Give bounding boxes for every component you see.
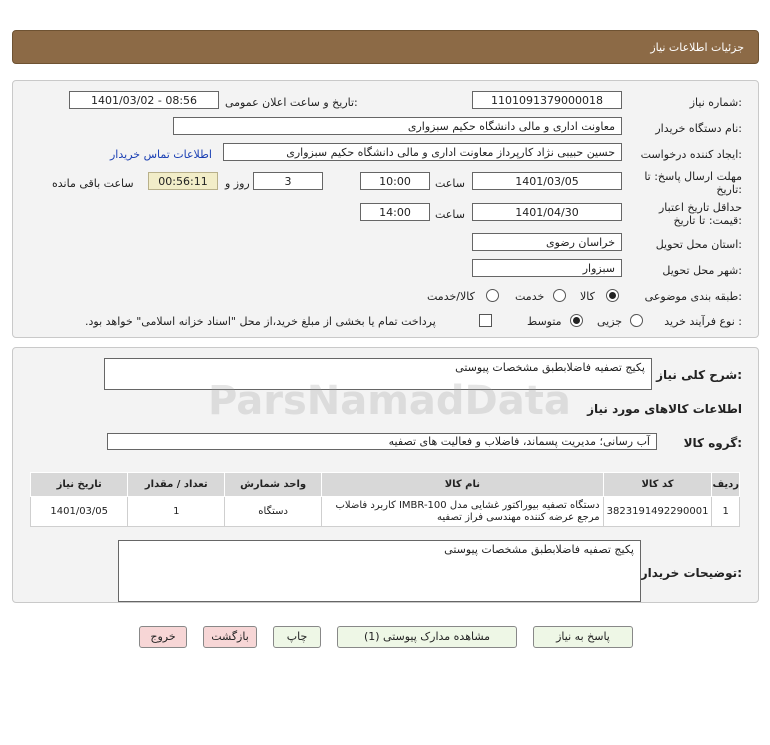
summary-field: پکیج تصفیه فاضلابطبق مشخصات پیوستی <box>104 358 652 390</box>
goods-table-header <box>31 473 740 497</box>
col-row: ردیف <box>712 473 740 497</box>
category-service-radio[interactable] <box>553 289 566 302</box>
back-button[interactable]: بازگشت <box>203 626 257 648</box>
need-number-label: شماره نیاز: <box>689 96 742 109</box>
category-goods-service-radio[interactable] <box>486 289 499 302</box>
deadline-label: مهلت ارسال پاسخ: تا <box>644 170 742 183</box>
validity-date-field: 1401/04/30 <box>472 203 622 221</box>
validity-label: حداقل تاریخ اعتبار <box>658 201 742 214</box>
goods-group-field: آب رسانی؛ مدیریت پسماند، فاضلاب و فعالیت های تصفیه <box>107 433 657 450</box>
cell-name: دستگاه تصفیه بیوراکتور غشایی مدل IMBR-100 کاربرد فاضلاب مرجع عرضه کننده مهندسی فراز تصفیه <box>322 497 604 527</box>
province-label: استان محل تحویل: <box>655 238 742 251</box>
category-goods-label: کالا <box>580 290 595 303</box>
category-service-label: خدمت <box>515 290 545 303</box>
reply-button[interactable]: پاسخ به نیاز <box>533 626 633 648</box>
deadline-time-label: ساعت <box>435 177 465 190</box>
days-label: روز و <box>225 177 250 190</box>
process-medium-radio[interactable] <box>570 314 583 327</box>
deadline-time-field: 10:00 <box>360 172 430 190</box>
validity-time-label: ساعت <box>435 208 465 221</box>
page-title: جزئیات اطلاعات نیاز <box>650 41 744 54</box>
exit-button[interactable]: خروج <box>139 626 187 648</box>
creator-field: حسین حبیبی نژاد کارپرداز معاونت اداری و مالی دانشگاه حکیم سبزواری <box>223 143 622 161</box>
table-row <box>31 497 740 527</box>
validity-time-field: 14:00 <box>360 203 430 221</box>
contact-info-link[interactable]: اطلاعات تماس خریدار <box>110 148 212 161</box>
process-medium-label: متوسط <box>527 315 562 328</box>
cell-qty: 1 <box>128 497 225 527</box>
col-name: نام کالا <box>322 473 604 497</box>
col-code: کد کالا <box>603 473 712 497</box>
province-field: خراسان رضوی <box>472 233 622 251</box>
buyer-org-label: نام دستگاه خریدار: <box>655 122 742 135</box>
validity-label-2: قیمت: تا تاریخ: <box>673 214 742 227</box>
col-qty: تعداد / مقدار <box>128 473 225 497</box>
cell-row: 1 <box>712 497 740 527</box>
payment-note: پرداخت تمام یا بخشی از مبلغ خرید،از محل "اسناد خزانه اسلامی" خواهد بود. <box>85 315 436 328</box>
remaining-timer: 00:56:11 <box>148 172 218 190</box>
cell-unit: دستگاه <box>225 497 322 527</box>
goods-table <box>30 472 740 527</box>
process-label: نوع فرآیند خرید : <box>664 315 742 328</box>
process-minor-radio[interactable] <box>630 314 643 327</box>
days-field: 3 <box>253 172 323 190</box>
announce-datetime-field: 1401/03/02 - 08:56 <box>69 91 219 109</box>
page-header <box>12 30 759 64</box>
city-label: شهر محل تحویل: <box>662 264 742 277</box>
buyer-org-field: معاونت اداری و مالی دانشگاه حکیم سبزواری <box>173 117 622 135</box>
category-goods-service-label: کالا/خدمت <box>427 290 475 303</box>
payment-checkbox[interactable] <box>479 314 492 327</box>
announce-label: تاریخ و ساعت اعلان عمومی: <box>225 96 358 109</box>
goods-info-title: اطلاعات کالاهای مورد نیاز <box>587 402 742 416</box>
print-button[interactable]: چاپ <box>273 626 321 648</box>
category-label: طبقه بندی موضوعی: <box>644 290 742 303</box>
category-goods-radio[interactable] <box>606 289 619 302</box>
col-date: تاریخ نیاز <box>31 473 128 497</box>
remaining-label: ساعت باقی مانده <box>52 177 134 190</box>
buyer-notes-field: پکیج تصفیه فاضلابطبق مشخصات پیوستی <box>118 540 641 602</box>
deadline-date-field: 1401/03/05 <box>472 172 622 190</box>
summary-label: شرح کلی نیاز: <box>656 368 742 382</box>
deadline-label-2: تاریخ: <box>716 183 742 196</box>
city-field: سبزوار <box>472 259 622 277</box>
watermark-brand: ParsNamadData <box>208 378 571 424</box>
buyer-notes-label: توضیحات خریدار: <box>640 566 742 580</box>
creator-label: ایجاد کننده درخواست: <box>640 148 742 161</box>
col-unit: واحد شمارش <box>225 473 322 497</box>
need-number-field: 1101091379000018 <box>472 91 622 109</box>
cell-code: 3823191492290001 <box>603 497 712 527</box>
goods-group-label: گروه کالا: <box>683 436 742 450</box>
cell-date: 1401/03/05 <box>31 497 128 527</box>
attachments-button[interactable]: مشاهده مدارک پیوستی (1) <box>337 626 517 648</box>
process-minor-label: جزیی <box>597 315 623 328</box>
